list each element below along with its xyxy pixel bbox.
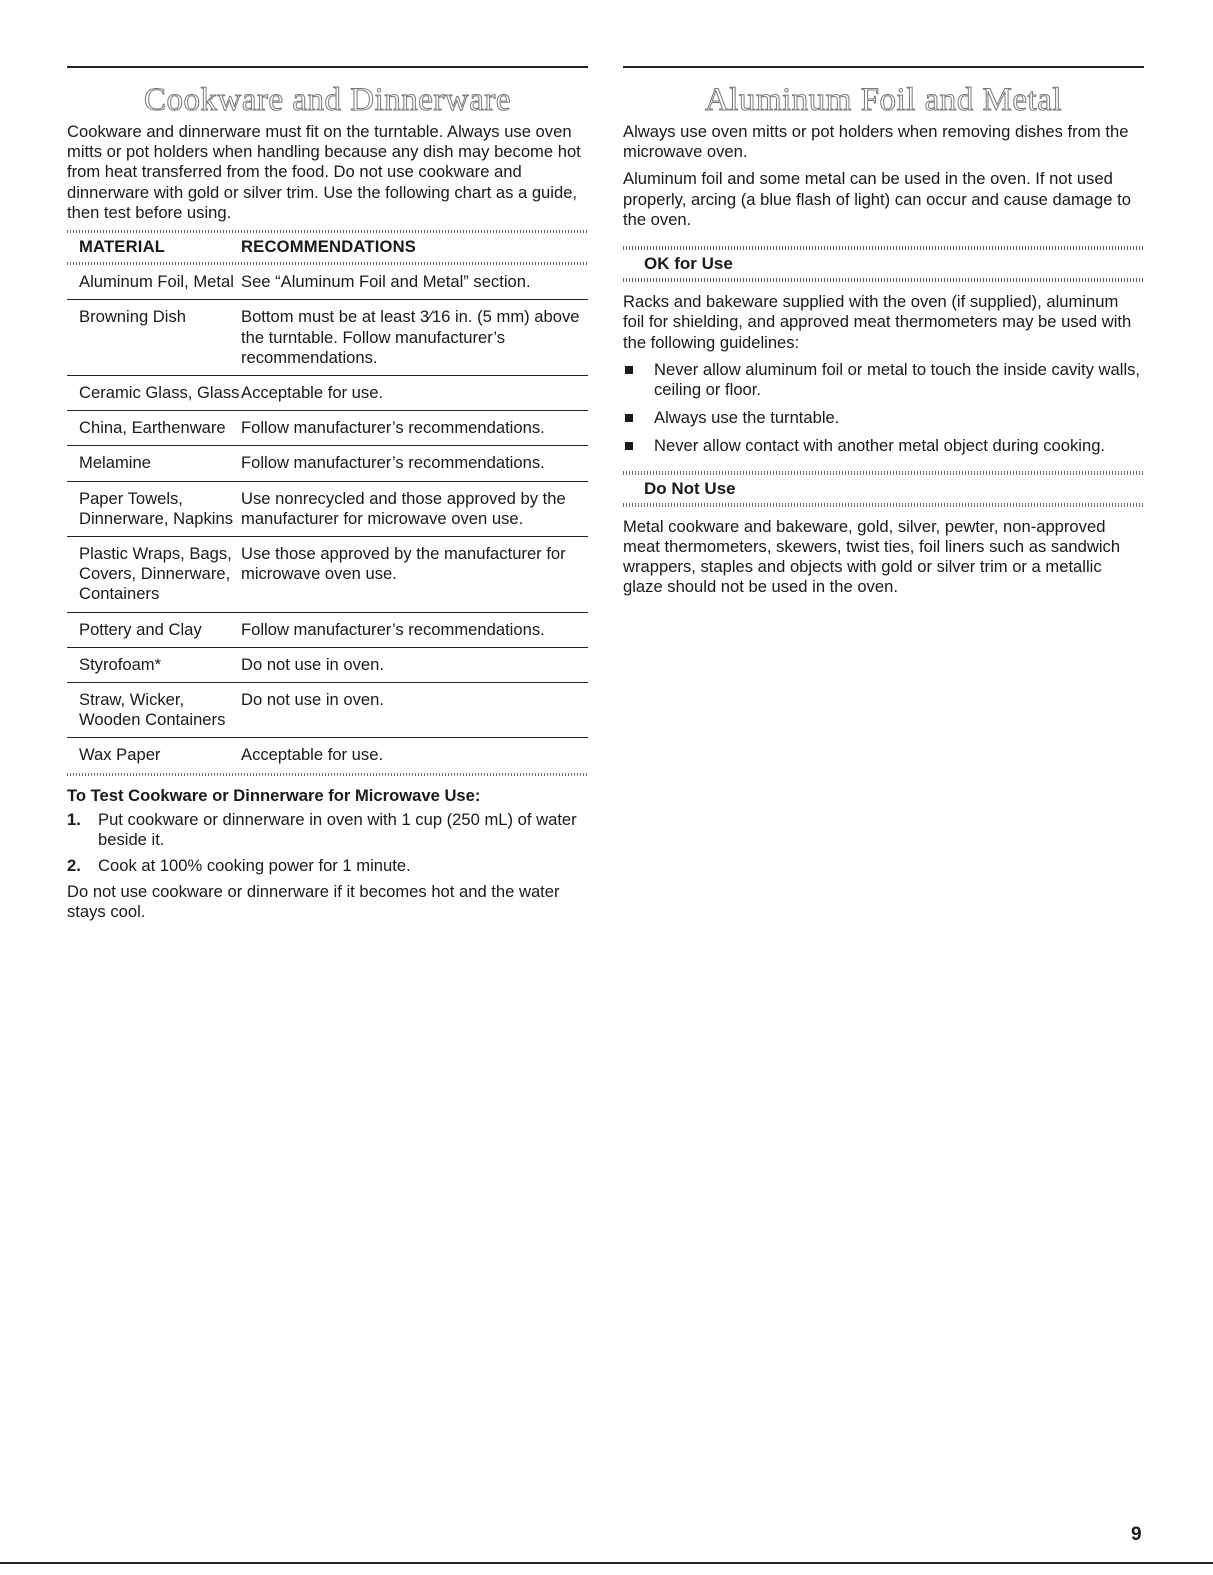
bullet-text: Always use the turntable.	[654, 408, 840, 428]
test-heading: To Test Cookware or Dinnerware for Microwave Use:	[67, 785, 481, 805]
donot-bottom-hatch	[623, 503, 1144, 507]
step-number: 1.	[67, 809, 81, 829]
table-row	[67, 481, 588, 536]
header-recommendations: RECOMMENDATIONS	[241, 237, 417, 257]
aluminum-section-body	[623, 122, 1144, 605]
recommendation-cell: See “Aluminum Foil and Metal” section.	[241, 265, 588, 300]
table-row	[67, 265, 588, 300]
bullet-icon	[625, 442, 633, 450]
list-item	[623, 436, 1144, 456]
recommendation-cell: Follow manufacturer’s recommendations.	[241, 411, 588, 446]
material-cell: Browning Dish	[67, 300, 241, 376]
bullet-icon	[625, 366, 633, 374]
list-item	[67, 856, 588, 876]
material-cell: Pottery and Clay	[67, 612, 241, 647]
ok-heading: OK for Use	[644, 254, 733, 274]
material-cell: Wax Paper	[79, 745, 161, 765]
test-steps	[67, 810, 588, 877]
cookware-intro: Cookware and dinnerware must fit on the turntable. Always use oven mitts or pot holders when handling because any dish may become hot from heat transferred from the food. Do not use cookware and dinnerware with gold or silver trim. Use the following chart as a guide, then test before using.	[67, 122, 581, 222]
step-text: Cook at 100% cooking power for 1 minute.	[98, 856, 411, 876]
recommendation-cell: Do not use in oven.	[241, 683, 588, 738]
table-bottom-hatch	[67, 773, 588, 776]
section-top-rule	[623, 66, 1144, 68]
step-text: Put cookware or dinnerware in oven with 1 cup (250 mL) of water beside it.	[98, 809, 577, 849]
table-row	[67, 612, 588, 647]
material-cell: Paper Towels, Dinnerware, Napkins	[67, 481, 241, 536]
page-number: 9	[1131, 1524, 1142, 1545]
material-cell: Ceramic Glass, Glass	[67, 376, 241, 411]
bottom-rule	[0, 1562, 1213, 1564]
aluminum-p2: Aluminum foil and some metal can be used in the oven. If not used properly, arcing (a blue flash of light) can occur and cause damage to the oven.	[623, 169, 1131, 229]
material-cell: Straw, Wicker, Wooden Containers	[67, 683, 241, 738]
table-row	[67, 647, 588, 682]
aluminum-section-title: Aluminum Foil and Metal	[704, 82, 1063, 118]
material-cell: Melamine	[67, 446, 241, 481]
table-header-row	[67, 233, 588, 262]
recommendation-cell: Follow manufacturer’s recommendations.	[241, 612, 588, 647]
list-item	[67, 810, 588, 850]
material-cell: China, Earthenware	[67, 411, 241, 446]
list-item	[623, 360, 1144, 400]
table-row	[67, 376, 588, 411]
test-closing: Do not use cookware or dinnerware if it becomes hot and the water stays cool.	[67, 882, 560, 922]
table-row	[67, 300, 588, 376]
recommendation-cell: Use nonrecycled and those approved by the manufacturer for microwave oven use.	[241, 481, 588, 536]
material-cell: Plastic Wraps, Bags, Covers, Dinnerware, Containers	[67, 537, 241, 613]
ok-guidelines	[623, 360, 1144, 457]
list-item	[623, 408, 1144, 428]
materials-table	[67, 233, 588, 773]
recommendation-cell: Acceptable for use.	[241, 376, 588, 411]
table-row	[67, 683, 588, 738]
table-row	[67, 738, 588, 773]
step-number: 2.	[67, 856, 81, 876]
table-row	[67, 411, 588, 446]
recommendation-cell: Do not use in oven.	[241, 647, 588, 682]
material-cell: Aluminum Foil, Metal	[67, 265, 241, 300]
cookware-section-title: Cookware and Dinnerware	[143, 82, 512, 118]
aluminum-p1: Always use oven mitts or pot holders when removing dishes from the microwave oven.	[623, 122, 1129, 162]
material-cell: Styrofoam*	[67, 647, 241, 682]
bullet-text: Never allow aluminum foil or metal to touch the inside cavity walls, ceiling or floor.	[654, 359, 1141, 400]
recommendation-cell: Use those approved by the manufacturer for microwave oven use.	[241, 537, 588, 613]
bullet-icon	[625, 414, 633, 422]
recommendation-cell: Acceptable for use.	[241, 745, 384, 765]
ok-text: Racks and bakeware supplied with the oven (if supplied), aluminum foil for shielding, and approved meat thermometers may be used with the following guidelines:	[623, 292, 1132, 352]
ok-bottom-hatch	[623, 278, 1144, 282]
recommendation-cell: Follow manufacturer’s recommendations.	[241, 446, 588, 481]
donot-heading: Do Not Use	[644, 478, 736, 498]
recommendation-cell: Bottom must be at least 3⁄16 in. (5 mm) above the turntable. Follow manufacturer’s recommendations.	[241, 300, 588, 376]
donot-text: Metal cookware and bakeware, gold, silver, pewter, non-approved meat thermometers, skewers, twist ties, foil liners such as sandwich wrappers, staples and objects with gold or silver trim or a metallic glaze should not be used in the oven.	[623, 516, 1121, 597]
section-top-rule	[67, 66, 588, 68]
header-material: MATERIAL	[79, 237, 166, 257]
cookware-section-body	[67, 122, 588, 930]
bullet-text: Never allow contact with another metal object during cooking.	[654, 436, 1106, 456]
table-row	[67, 446, 588, 481]
table-row	[67, 537, 588, 613]
